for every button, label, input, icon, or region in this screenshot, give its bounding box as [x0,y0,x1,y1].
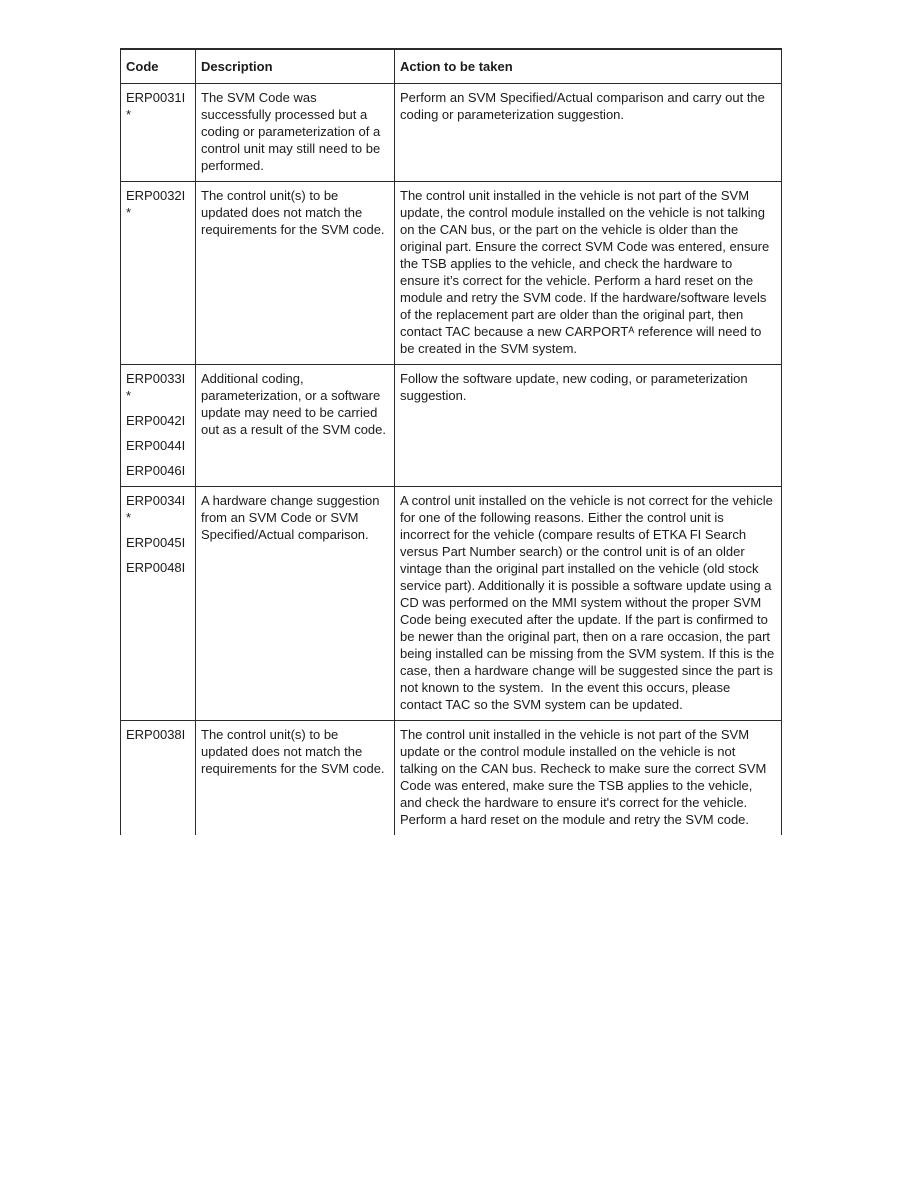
action-cell [395,84,782,182]
description-cell [196,84,395,182]
action-text: Follow the software update, new coding, or parameterization suggestion. [400,371,752,403]
action-text: Perform an SVM Specified/Actual comparison and carry out the coding or parameterization suggestion. [400,90,769,122]
action-text: The control unit installed in the vehicle is not part of the SVM update, the control module installed on the vehicle is not talking on the CAN bus, or the part on the vehicle is older than the original part. Ensure the correct SVM Code was entered, ensure the TSB applies to the vehicle, and check the hardware to ensure it’s correct for the vehicle. Perform a hard reset on the module and retry the SVM code. If the hardware/software levels of the replacement part are older than the original part, then contact TAC because a new CARPORTᴬ reference will need to be created in the SVM system. [400,188,773,356]
table-row-erp0032i [121,182,782,365]
action-text: The control unit installed in the vehicle is not part of the SVM update or the control module installed on the vehicle is not talking on the CAN bus. Recheck to make sure the correct SVM Code was entered, make sure the TSB applies to the vehicle, and check the hardware to ensure it's correct for the vehicle. Perform a hard reset on the module and retry the SVM code. [400,727,770,827]
description-cell [196,721,395,836]
code-value: ERP0042I [126,413,186,428]
description-text: A hardware change suggestion from an SVM Code or SVM Specified/Actual comparison. [201,493,384,542]
code-value: ERP0033I * [126,371,186,403]
code-cell [121,182,196,365]
description-text: Additional coding, parameterization, or a software update may need to be carried out as a result of the SVM code. [201,371,386,437]
code-value: ERP0034I * [126,493,186,525]
action-cell [395,365,782,487]
table-row-erp0038i [121,721,782,836]
action-cell [395,182,782,365]
description-cell [196,365,395,487]
column-header-code: Code [121,49,196,84]
description-cell [196,487,395,721]
code-value: ERP0038I [126,727,186,742]
action-text: A control unit installed on the vehicle is not correct for the vehicle for one of the following reasons. Either the control unit is incorrect for the vehicle (compare results of ETKA FI Search versus Part Number search) or the control unit is of an older vintage than the original part installed on the vehicle (old stock service part). Additionally it is possible a software update using a CD was performed on the MMI system without the proper SVM Code being executed after the update. If the part is confirmed to be newer than the original part, then on a rare occasion, the part being installed can be missing from the SVM system. If this is the case, then a hardware change will be suggested since the part is not known to the system. In the event this occurs, please contact TAC so the SVM system can be updated. [400,493,778,712]
description-text: The SVM Code was successfully processed but a coding or parameterization of a control unit may still need to be performed. [201,90,384,173]
code-cell [121,84,196,182]
action-cell [395,487,782,721]
code-value: ERP0032I * [126,188,186,220]
table-row-erp0033i [121,365,782,487]
code-cell [121,365,196,487]
column-header-action: Action to be taken [395,49,782,84]
table-header-row [121,49,782,84]
svm-error-codes-table [120,48,782,835]
code-value: ERP0046I [126,463,186,478]
action-cell [395,721,782,836]
code-value: ERP0048I [126,560,186,575]
description-text: The control unit(s) to be updated does not match the requirements for the SVM code. [201,188,385,237]
description-text: The control unit(s) to be updated does not match the requirements for the SVM code. [201,727,385,776]
table-row-erp0031i [121,84,782,182]
code-value: ERP0031I * [126,90,186,122]
code-value: ERP0044I [126,438,186,453]
column-header-description: Description [196,49,395,84]
code-cell [121,487,196,721]
code-cell [121,721,196,836]
description-cell [196,182,395,365]
table-row-erp0034i [121,487,782,721]
code-value: ERP0045I [126,535,186,550]
